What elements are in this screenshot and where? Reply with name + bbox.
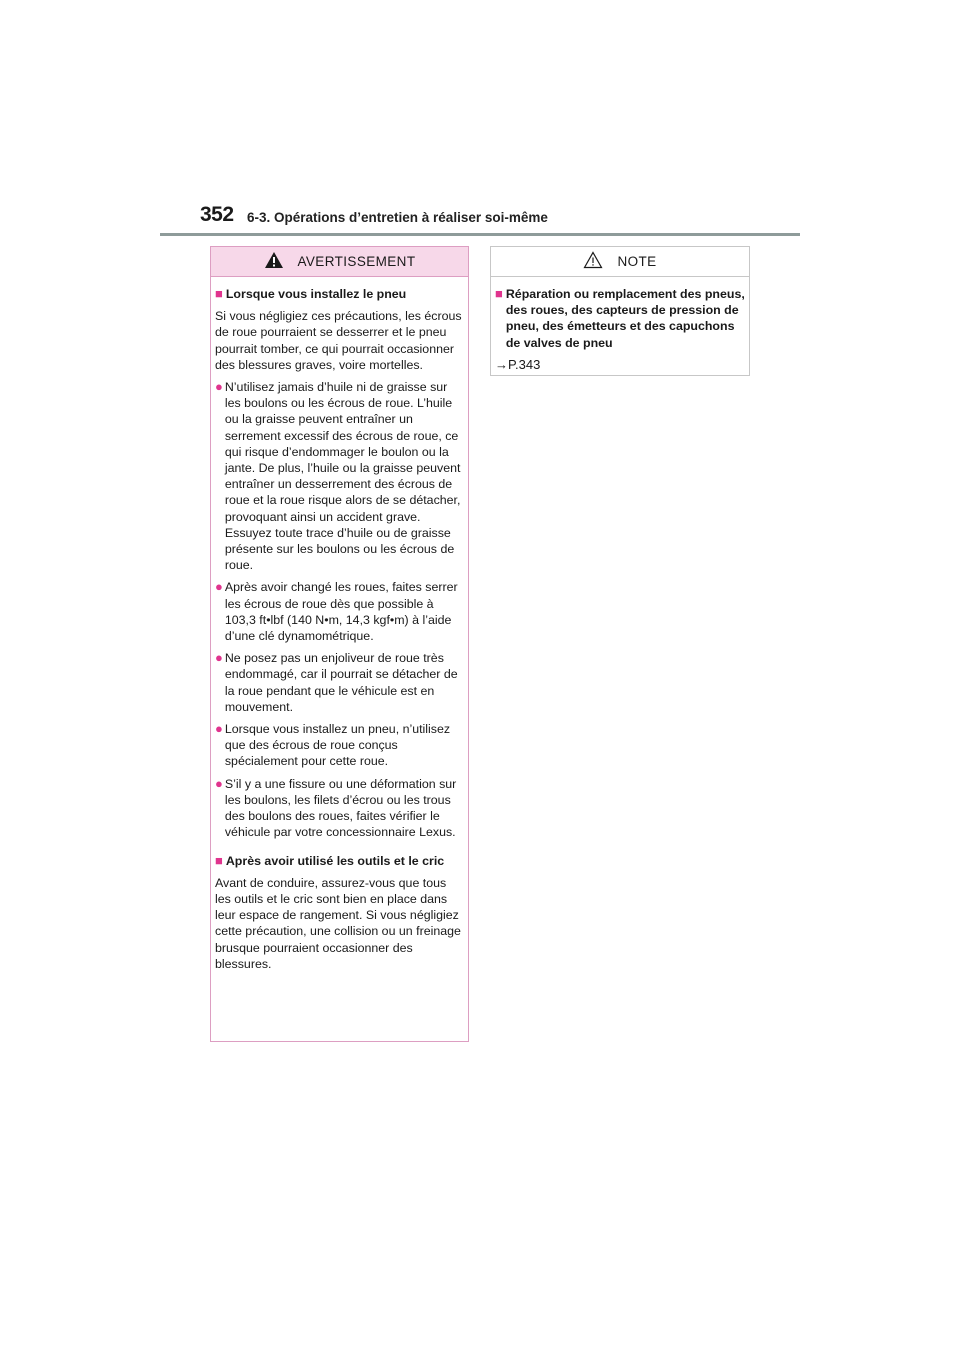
header-rule [160, 233, 800, 236]
page-reference-text: P.343 [508, 356, 541, 372]
page-reference[interactable] [495, 357, 745, 373]
section-title: 6-3. Opérations d’entretien à réaliser soi-même [247, 210, 548, 225]
note-header [491, 247, 749, 277]
square-bullet-icon: ■ [215, 286, 223, 301]
square-bullet-icon: ■ [215, 852, 223, 868]
list-item-text: N’utilisez jamais d’huile ni de graisse sur les boulons ou les écrous de roue. L’huile ou la graisse peuvent entraîner un serrement excessif des écrous de roue, ce qui risque d’endommager le boulon ou la jante. De plus, l’huile ou la graisse peuvent entraîner un desserrement des écrous de roue et la roue risque alors de se détacher, provoquant ainsi un accident grave. Essuyez toute trace d’huile ou de graisse présente sur les boulons ou les écrous de roue. [224, 380, 461, 573]
list-item [215, 379, 464, 573]
arrow-right-icon: → [495, 356, 508, 372]
warning-header [211, 247, 468, 277]
warning-triangle-icon [264, 251, 284, 272]
list-item-text: Après avoir changé les roues, faites serrer les écrous de roue dès que possible à 103,3 ft•lbf (140 N•m, 14,3 kgf•m) à l’aide d’une clé dynamométrique. [224, 580, 458, 644]
heading-text: Après avoir utilisé les outils et le cric [225, 853, 445, 868]
heading-text: Réparation ou remplacement des pneus, des roues, des capteurs de pression de pneu, des émetteurs et des capuchons de valves de pneu [505, 287, 745, 350]
warning-body [211, 277, 468, 972]
note-heading [495, 286, 745, 351]
warning-heading-2 [215, 853, 464, 869]
note-box [490, 246, 750, 376]
list-item-text: S’il y a une fissure ou une déformation sur les boulons, les filets d’écrou ou les trous des boulons des roues, faites vérifier le véhicule par votre concessionnaire Lexus. [224, 776, 457, 840]
list-item [215, 721, 464, 770]
round-bullet-icon: ● [215, 775, 223, 791]
warning-heading-1 [215, 286, 464, 302]
round-bullet-icon: ● [215, 650, 223, 666]
list-item [215, 776, 464, 841]
list-item-text: Lorsque vous installez un pneu, n’utilisez que des écrous de roue conçus spécialement pour cette roue. [224, 722, 451, 769]
heading-text: Lorsque vous installez le pneu [225, 287, 407, 301]
list-item-text: Ne posez pas un enjoliveur de roue très endommagé, car il pourrait se détacher de la roue pendant que le véhicule est en mouvement. [224, 651, 458, 714]
round-bullet-icon: ● [215, 721, 223, 737]
list-item [215, 650, 464, 715]
round-bullet-icon: ● [215, 579, 223, 595]
warning-title: AVERTISSEMENT [297, 254, 416, 269]
warning-section2-text: Avant de conduire, assurez-vous que tous les outils et le cric sont bien en place dans leur espace de rangement. Si vous négligiez cette précaution, une collision ou un freinage brusque pourraient occasionner des blessures. [215, 875, 461, 971]
round-bullet-icon: ● [215, 379, 223, 395]
square-bullet-icon: ■ [495, 286, 503, 301]
list-item [215, 579, 464, 644]
page-number: 352 [200, 203, 234, 226]
caution-triangle-icon [583, 251, 603, 272]
note-title: NOTE [617, 254, 657, 269]
warning-intro: Si vous négligiez ces précautions, les écrous de roue pourraient se desserrer et le pneu pourrait tomber, ce qui pourrait occasionner des blessures graves, voire mortelles. [215, 309, 462, 372]
warning-box [210, 246, 469, 1042]
note-body [491, 277, 749, 373]
